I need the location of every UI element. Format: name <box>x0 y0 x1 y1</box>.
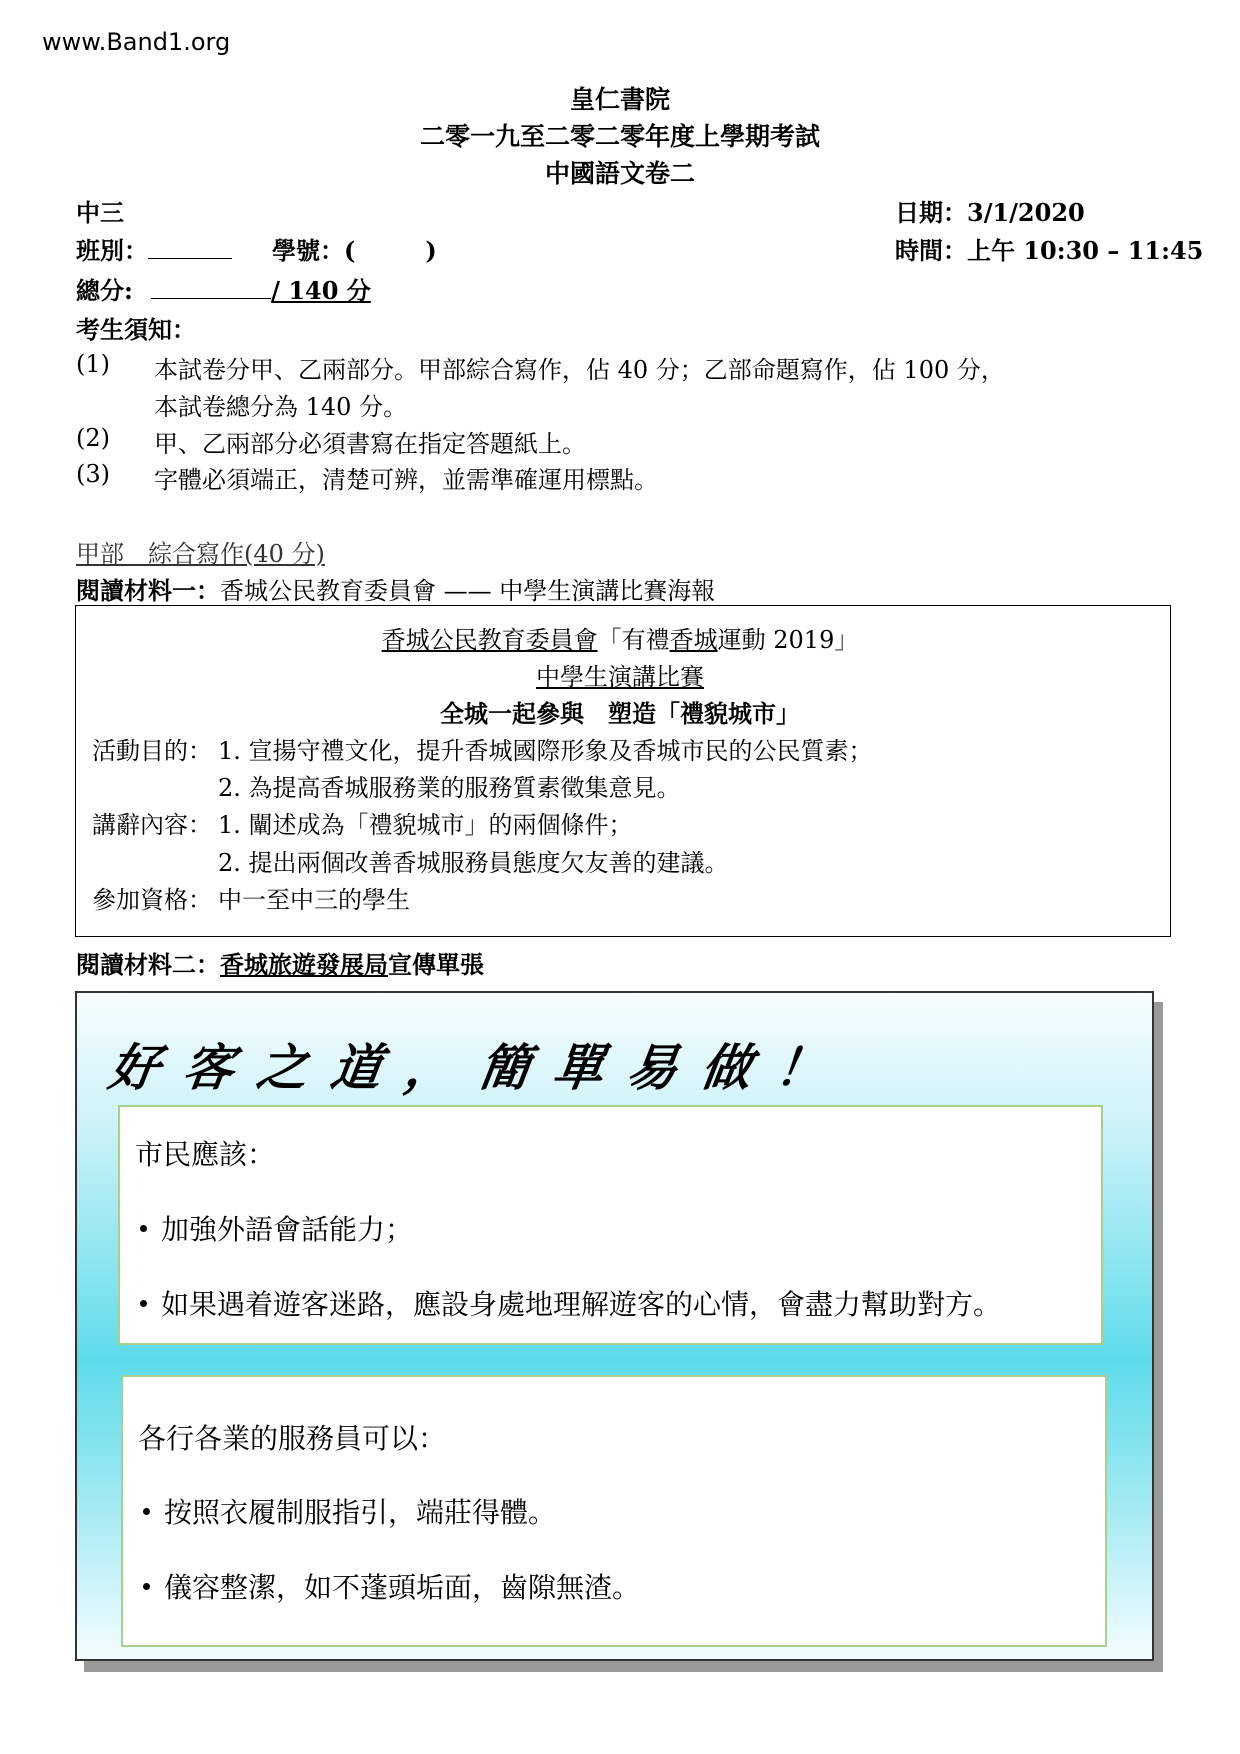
eligibility-label: 參加資格： <box>92 886 212 914</box>
total-label: 總分: <box>76 276 133 305</box>
exam-date: 日期：3/1/2020 <box>895 198 1085 227</box>
poster1-heading <box>0 620 1240 655</box>
student-number-field <box>272 231 437 266</box>
citizens-title: 市民應該： <box>135 1138 276 1171</box>
material1-label: 閱讀材料一： <box>76 576 220 605</box>
bullet-icon <box>143 1508 150 1515</box>
eligibility-value: 中一至中三的學生 <box>218 886 410 914</box>
material1-title: 香城公民教育委員會 —— 中學生演講比賽海報 <box>220 577 716 605</box>
class-label: 班別： <box>76 236 148 265</box>
material1-heading <box>76 571 715 606</box>
class-field <box>76 231 232 266</box>
material2-title: 香城旅遊發展局 <box>220 950 388 979</box>
citizens-item-text: 加強外語會話能力； <box>161 1213 414 1246</box>
speech-item: 2. 提出兩個改善香城服務員態度欠友善的建議。 <box>218 849 729 877</box>
school-name: 皇仁書院 <box>569 85 670 114</box>
poster2-slogan: 好客之道，簡單易做！ <box>105 1038 854 1097</box>
notice-text: 本試卷分甲、乙兩部分。甲部綜合寫作，佔 40 分；乙部命題寫作，佔 100 分， <box>154 356 1005 384</box>
speech-item: 1. 闡述成為「禮貌城市」的兩個條件； <box>218 811 633 839</box>
section-a-title: 甲部 綜合寫作(40 分) <box>76 540 325 568</box>
total-score-field <box>76 271 371 306</box>
staff-item <box>143 1566 640 1606</box>
material2-heading <box>76 945 484 980</box>
notice-text: 字體必須端正，清楚可辨，並需準確運用標點。 <box>154 466 658 494</box>
campaign-prefix: 「有禮 <box>597 626 670 654</box>
purpose-item: 1. 宣揚守禮文化，提升香城國際形象及香城市民的公民質素； <box>218 737 873 765</box>
paper-title: 中國語文卷二 <box>544 159 695 188</box>
citizens-item <box>140 1208 413 1248</box>
notice-title: 考生須知： <box>76 315 196 344</box>
staff-item-text: 儀容整潔，如不蓬頭垢面，齒隙無渣。 <box>164 1571 641 1604</box>
city-name: 香城 <box>669 626 718 654</box>
competition-title: 中學生演講比賽 <box>536 663 704 691</box>
citizens-item <box>140 1283 1001 1323</box>
notice-num: (3) <box>76 460 110 488</box>
material2-suffix: 宣傳單張 <box>388 950 484 979</box>
citizens-item-text: 如果遇着遊客迷路，應設身處地理解遊客的心情，會盡力幫助對方。 <box>161 1288 1002 1321</box>
exam-title: 二零一九至二零二零年度上學期考試 <box>419 122 820 151</box>
bullet-icon <box>140 1300 147 1307</box>
staff-title: 各行各業的服務員可以： <box>138 1422 447 1455</box>
material2-label: 閱讀材料二： <box>76 950 220 979</box>
notice-num: (1) <box>76 350 110 378</box>
total-max: / 140 分 <box>271 276 371 305</box>
student-number-label: 學號：( <box>272 236 356 265</box>
staff-item <box>143 1491 556 1531</box>
class-blank <box>148 236 232 259</box>
staff-item-text: 按照衣履制服指引，端莊得體。 <box>164 1496 557 1529</box>
poster1-slogan: 全城一起參與 塑造「禮貌城市」 <box>440 699 800 728</box>
student-number-close: ) <box>425 236 437 265</box>
form-level: 中三 <box>76 198 124 227</box>
speech-label: 講辭內容： <box>92 811 212 839</box>
watermark: www.Band1.org <box>42 28 231 56</box>
total-blank <box>151 276 271 299</box>
purpose-item: 2. 為提高香城服務業的服務質素徵集意見。 <box>218 774 681 802</box>
committee-name: 香城公民教育委員會 <box>381 626 598 654</box>
bullet-icon <box>140 1225 147 1232</box>
notice-num: (2) <box>76 424 110 452</box>
purpose-label: 活動目的： <box>92 737 212 765</box>
bullet-icon <box>143 1583 150 1590</box>
exam-time: 時間：上午 10:30 – 11:45 <box>895 236 1204 265</box>
campaign-suffix: 運動 2019」 <box>717 626 859 654</box>
notice-text-cont: 本試卷總分為 140 分。 <box>154 393 408 421</box>
notice-text: 甲、乙兩部分必須書寫在指定答題紙上。 <box>154 430 586 458</box>
